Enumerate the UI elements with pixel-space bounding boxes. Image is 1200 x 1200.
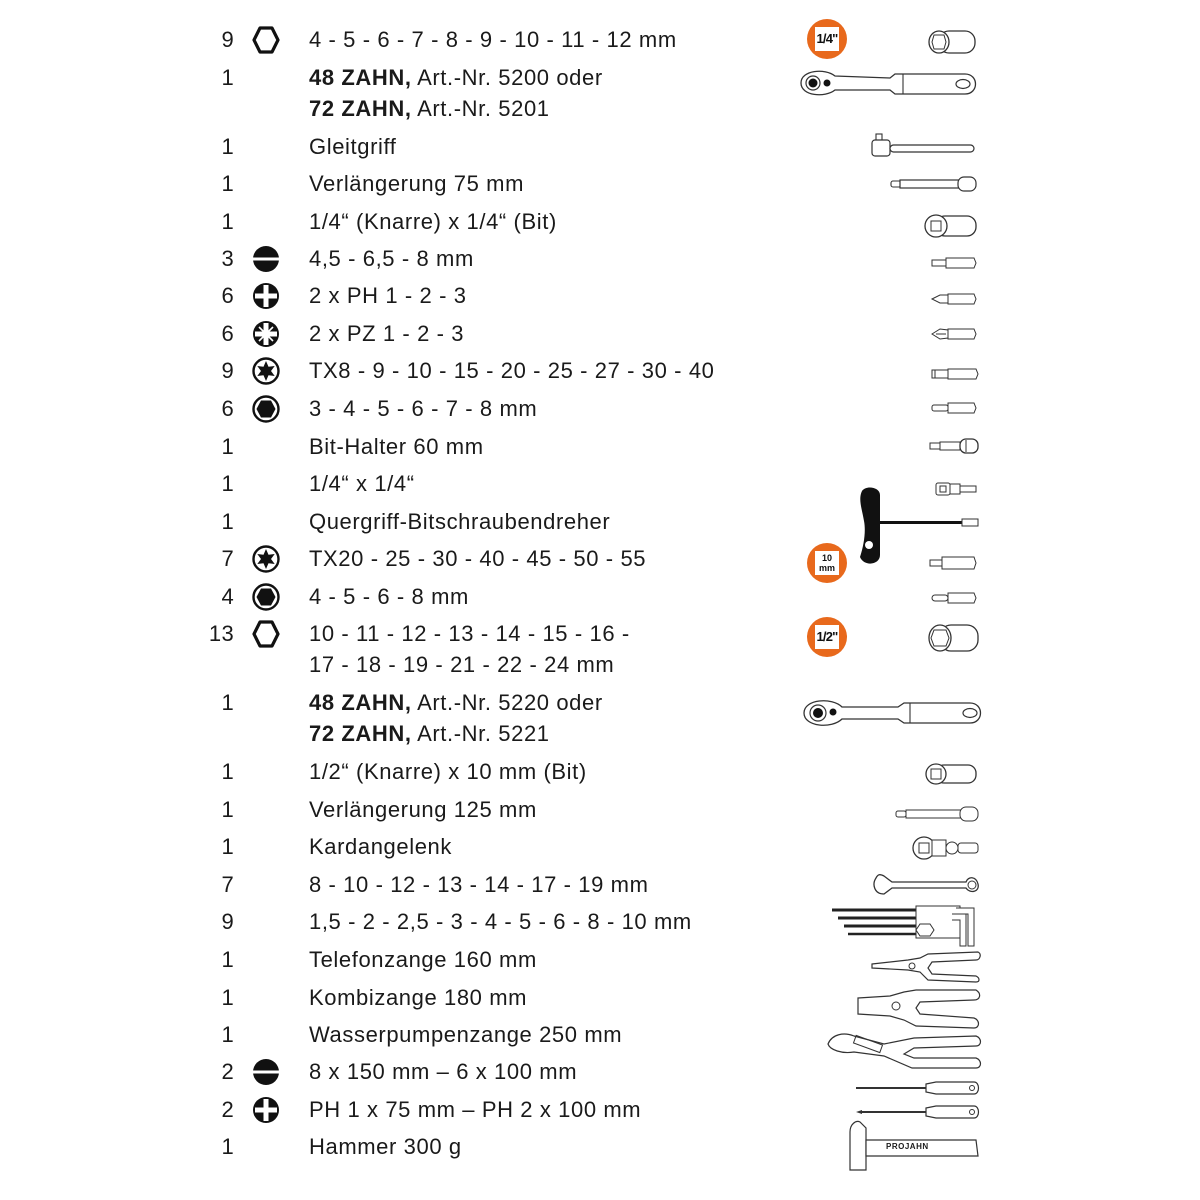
quantity: 6 <box>221 321 234 346</box>
item-text: 10 - 11 - 12 - 13 - 14 - 15 - 16 - <box>309 621 630 646</box>
universal-joint-icon <box>910 834 982 862</box>
badge-label <box>815 551 839 575</box>
quantity: 1 <box>221 797 234 822</box>
quantity: 13 <box>208 621 234 646</box>
item-text: 1,5 - 2 - 2,5 - 3 - 4 - 5 - 6 - 8 - 10 mm <box>309 909 692 934</box>
item-text: Art.-Nr. 5221 <box>411 721 550 746</box>
item-description <box>309 506 610 538</box>
hammer-brand-label: PROJAHN <box>886 1142 929 1151</box>
item-text: 1/4“ (Knarre) x 1/4“ (Bit) <box>309 209 557 234</box>
quantity: 1 <box>221 509 234 534</box>
hammer-icon <box>846 1118 982 1172</box>
item-description <box>309 1094 641 1126</box>
quantity: 7 <box>221 872 234 897</box>
bit-hex-icon <box>930 400 978 416</box>
quantity: 9 <box>221 358 234 383</box>
item-text: 1/4“ x 1/4“ <box>309 471 415 496</box>
quantity: 1 <box>221 834 234 859</box>
quantity: 2 <box>221 1097 234 1122</box>
bit-adapter-icon <box>922 212 980 240</box>
item-model: 72 ZAHN, <box>309 96 412 121</box>
item-description <box>309 168 524 200</box>
item-text: 4,5 - 6,5 - 8 mm <box>309 246 474 271</box>
bit-adapter-icon <box>922 762 980 786</box>
item-description <box>309 62 603 94</box>
bit-torx-10mm-icon <box>928 554 978 572</box>
item-description <box>309 718 550 750</box>
item-description <box>309 618 630 650</box>
item-text: 1/2“ (Knarre) x 10 mm (Bit) <box>309 759 587 784</box>
item-description <box>309 93 550 125</box>
quantity: 1 <box>221 985 234 1010</box>
item-model: 48 ZAHN, <box>309 690 412 715</box>
quantity: 1 <box>221 947 234 972</box>
item-text: TX8 - 9 - 10 - 15 - 20 - 25 - 27 - 30 - 40 <box>309 358 715 383</box>
ratchet-icon <box>798 695 983 731</box>
combination-wrench-icon <box>870 872 982 898</box>
item-text: Verlängerung 125 mm <box>309 797 537 822</box>
size-badge-half-inch <box>807 617 847 657</box>
bit-phillips-icon <box>930 291 978 307</box>
quantity: 9 <box>221 909 234 934</box>
item-description <box>309 831 452 863</box>
bit-holder-icon <box>928 436 980 456</box>
item-description <box>309 649 614 681</box>
item-description <box>309 318 464 350</box>
quantity: 1 <box>221 1022 234 1047</box>
hex-socket-icon <box>251 25 281 55</box>
item-text: Kardangelenk <box>309 834 452 859</box>
quantity: 1 <box>221 65 234 90</box>
item-description <box>309 355 714 387</box>
item-description <box>309 794 537 826</box>
item-description <box>309 1056 577 1088</box>
item-description <box>309 431 484 463</box>
item-model: 48 ZAHN, <box>309 65 412 90</box>
slotted-icon <box>251 244 281 274</box>
item-text: TX20 - 25 - 30 - 40 - 45 - 50 - 55 <box>309 546 647 571</box>
item-description <box>309 243 474 275</box>
quantity: 6 <box>221 283 234 308</box>
quantity: 6 <box>221 396 234 421</box>
torx-icon <box>251 544 281 574</box>
item-description <box>309 468 415 500</box>
item-description <box>309 581 469 613</box>
item-text: Gleitgriff <box>309 134 397 159</box>
socket-icon <box>925 28 980 56</box>
extension-bar-icon <box>888 174 980 194</box>
size-badge-quarter-inch <box>807 19 847 59</box>
item-text: 4 - 5 - 6 - 7 - 8 - 9 - 10 - 11 - 12 mm <box>309 27 677 52</box>
quantity: 3 <box>221 246 234 271</box>
item-text: PH 1 x 75 mm – PH 2 x 100 mm <box>309 1097 642 1122</box>
badge-label: 1/2" <box>815 625 839 649</box>
bit-slotted-icon <box>930 255 978 271</box>
badge-label-bottom: mm <box>818 563 835 573</box>
item-description <box>309 1131 462 1163</box>
hex-bit-icon <box>251 582 281 612</box>
item-description <box>309 687 603 719</box>
item-text: Bit-Halter 60 mm <box>309 434 484 459</box>
phillips-icon <box>251 1095 281 1125</box>
screwdriver-slotted-icon <box>852 1078 982 1098</box>
bit-hex-10mm-icon <box>930 590 978 606</box>
quantity: 1 <box>221 171 234 196</box>
item-description <box>309 543 646 575</box>
torx-icon <box>251 356 281 386</box>
item-text: Telefonzange 160 mm <box>309 947 537 972</box>
item-description <box>309 206 557 238</box>
size-badge-10mm <box>807 543 847 583</box>
item-text: 2 x PZ 1 - 2 - 3 <box>309 321 465 346</box>
socket-icon <box>926 622 982 654</box>
quantity: 1 <box>221 434 234 459</box>
item-model: 72 ZAHN, <box>309 721 412 746</box>
quantity: 1 <box>221 471 234 496</box>
item-description <box>309 756 587 788</box>
badge-label-top: 10 <box>821 553 832 563</box>
item-text: 17 - 18 - 19 - 21 - 22 - 24 mm <box>309 652 615 677</box>
item-text: 8 x 150 mm – 6 x 100 mm <box>309 1059 578 1084</box>
item-text: 4 - 5 - 6 - 8 mm <box>309 584 469 609</box>
item-text: 8 - 10 - 12 - 13 - 14 - 17 - 19 mm <box>309 872 649 897</box>
phillips-icon <box>251 281 281 311</box>
item-description <box>309 869 649 901</box>
item-text: 3 - 4 - 5 - 6 - 7 - 8 mm <box>309 396 538 421</box>
extension-bar-icon <box>894 804 982 824</box>
item-description <box>309 393 537 425</box>
ratchet-icon <box>795 66 980 100</box>
item-text: Wasserpumpenzange 250 mm <box>309 1022 623 1047</box>
quantity: 1 <box>221 1134 234 1159</box>
bit-torx-icon <box>930 366 980 382</box>
quantity: 2 <box>221 1059 234 1084</box>
bit-pozidriv-icon <box>930 326 978 342</box>
item-text: Verlängerung 75 mm <box>309 171 525 196</box>
quantity: 1 <box>221 209 234 234</box>
quantity: 7 <box>221 546 234 571</box>
item-text: Quergriff-Bitschraubendreher <box>309 509 611 534</box>
item-text: 2 x PH 1 - 2 - 3 <box>309 283 467 308</box>
item-description <box>309 24 677 56</box>
item-text: Art.-Nr. 5201 <box>411 96 550 121</box>
quantity: 4 <box>221 584 234 609</box>
badge-label: 1/4" <box>815 27 839 51</box>
item-description <box>309 906 692 938</box>
item-description <box>309 1019 622 1051</box>
hex-key-set-icon <box>826 904 982 950</box>
slotted-icon <box>251 1057 281 1087</box>
quantity: 1 <box>221 134 234 159</box>
quantity: 1 <box>221 759 234 784</box>
item-description <box>309 131 397 163</box>
item-text: Art.-Nr. 5200 oder <box>411 65 603 90</box>
sliding-t-bar-icon <box>868 126 980 160</box>
hex-socket-icon <box>251 619 281 649</box>
needle-nose-pliers-icon <box>868 950 982 984</box>
item-description <box>309 280 467 312</box>
item-text: Hammer 300 g <box>309 1134 462 1159</box>
pozidriv-icon <box>251 319 281 349</box>
item-text: Art.-Nr. 5220 oder <box>411 690 603 715</box>
quantity: 9 <box>221 27 234 52</box>
item-description <box>309 944 537 976</box>
water-pump-pliers-icon <box>824 1020 982 1072</box>
hex-bit-icon <box>251 394 281 424</box>
quantity: 1 <box>221 690 234 715</box>
item-text: Kombizange 180 mm <box>309 985 528 1010</box>
item-description <box>309 982 527 1014</box>
